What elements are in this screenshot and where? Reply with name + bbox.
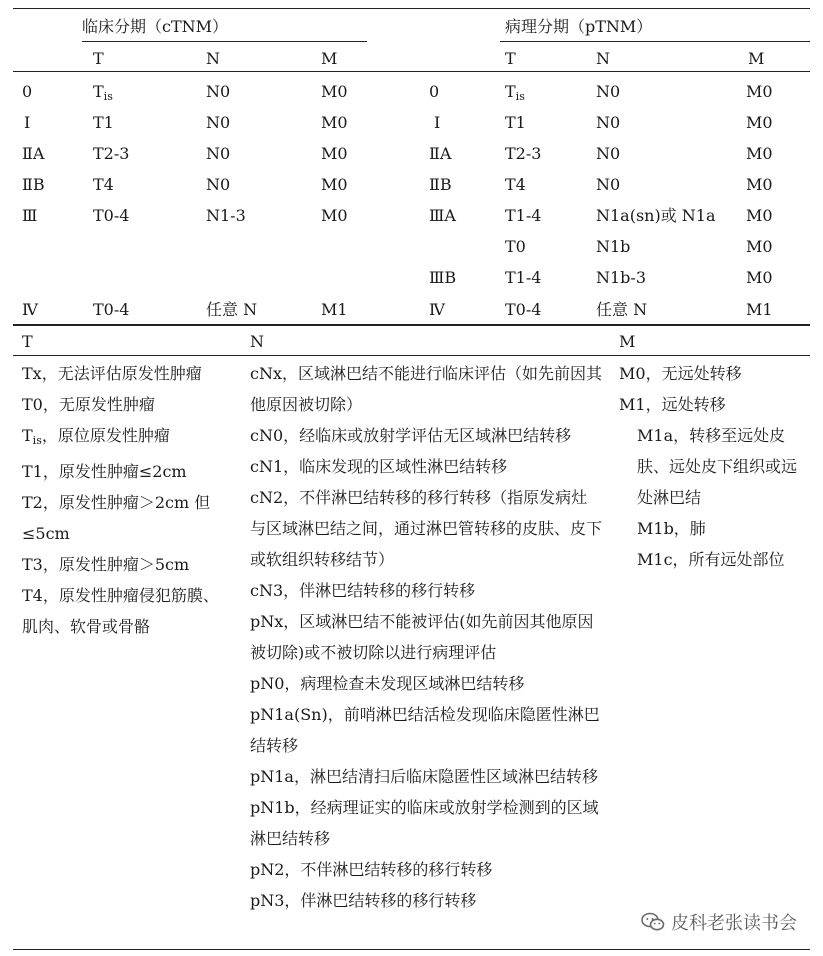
stage-cell: ⅡA — [22, 144, 45, 163]
stage-cell: ⅡB — [429, 175, 452, 194]
staging-bottom-rule — [13, 324, 810, 326]
stage-cell: ⅡB — [22, 175, 45, 194]
n-cell: N0 — [596, 113, 621, 132]
m-definitions — [619, 358, 809, 575]
stage-cell: 0 — [429, 82, 440, 101]
definitions-header-n: N — [250, 332, 264, 351]
n-definition: pN2，不伴淋巴结转移的移行转移 — [250, 860, 493, 879]
m-definition: M1b，肺 — [637, 519, 706, 538]
top-rule — [13, 8, 810, 9]
m-cell: M0 — [746, 113, 773, 132]
stage-cell: ⅢB — [429, 268, 457, 287]
n-definition: pN1a，淋巴结清扫后临床隐匿性区域淋巴结转移 — [250, 767, 598, 786]
n-cell: N0 — [206, 82, 231, 101]
t-definition: T0，无原发性肿瘤 — [22, 395, 155, 414]
definitions-header-m: M — [619, 332, 636, 351]
t-cell: T1 — [93, 113, 114, 132]
watermark — [641, 909, 797, 935]
definitions-bottom-rule — [13, 949, 810, 950]
m-cell: M1 — [746, 300, 773, 319]
definitions-header-rule — [13, 355, 810, 356]
m-cell: M0 — [321, 206, 348, 225]
n-cell: N0 — [206, 144, 231, 163]
t-definition: T1，原发性肿瘤≤2cm — [22, 462, 187, 481]
t-cell: T0-4 — [93, 300, 130, 319]
t-definitions — [22, 358, 234, 642]
column-header-rule — [13, 71, 810, 72]
t-cell: T0 — [505, 237, 526, 256]
m-cell: M0 — [321, 113, 348, 132]
pathological-staging-title: 病理分期（pTNM） — [505, 17, 653, 36]
t-cell: T1-4 — [505, 206, 542, 225]
m-cell: M0 — [746, 82, 773, 101]
n-definition: cN1，临床发现的区域性淋巴结转移 — [250, 457, 508, 476]
stage-cell: ⅢA — [429, 206, 456, 225]
stage-cell: ⅡA — [429, 144, 452, 163]
t-subscript: is — [32, 434, 42, 447]
n-definition: cN3，伴淋巴结转移的移行转移 — [250, 581, 476, 600]
t-cell: T4 — [93, 175, 114, 194]
clinical-title-rule — [82, 41, 367, 42]
n-cell: N1-3 — [206, 206, 246, 225]
t-subscript: is — [103, 90, 113, 103]
n-definition: pN1b，经病理证实的临床或放射学检测到的区域淋巴结转移 — [250, 798, 599, 848]
stage-cell: Ⅳ — [429, 300, 445, 319]
t-letter: T — [93, 82, 104, 101]
t-definition: Tx，无法评估原发性肿瘤 — [22, 364, 202, 383]
m-cell: M1 — [321, 300, 348, 319]
watermark-text: 皮科老张读书会 — [671, 913, 797, 934]
m-cell: M0 — [746, 237, 773, 256]
n-definitions — [250, 358, 602, 916]
n-definition: pN3，伴淋巴结转移的移行转移 — [250, 891, 477, 910]
n-definition: pN0，病理检查未发现区域淋巴结转移 — [250, 674, 525, 693]
stage-cell: Ⅰ — [434, 113, 441, 132]
n-cell: 任意 N — [596, 300, 648, 319]
clinical-col-n: N — [206, 49, 220, 68]
clinical-staging-title: 临床分期（cTNM） — [82, 17, 229, 36]
pathological-col-t: T — [505, 49, 516, 68]
t-cell: T2-3 — [93, 144, 130, 163]
n-cell: N1b-3 — [596, 268, 647, 287]
n-cell: N1a(sn)或 N1a — [596, 206, 716, 225]
wechat-icon — [641, 912, 665, 932]
stage-cell: Ⅲ — [22, 206, 38, 225]
m-definition: M0，无远处转移 — [619, 364, 742, 383]
t-definition: T2，原发性肿瘤＞2cm 但≤5cm — [22, 493, 211, 543]
t-cell — [505, 82, 525, 107]
m-cell: M0 — [321, 82, 348, 101]
t-cell: T0-4 — [93, 206, 130, 225]
t-cell: T4 — [505, 175, 526, 194]
n-definition: pN1a(Sn)，前哨淋巴结活检发现临床隐匿性淋巴结转移 — [250, 705, 600, 755]
t-definition — [22, 420, 234, 456]
t-cell: T2-3 — [505, 144, 542, 163]
n-cell: N0 — [206, 113, 231, 132]
pathological-col-m: M — [748, 49, 765, 68]
t-cell: T1-4 — [505, 268, 542, 287]
m-cell: M0 — [746, 268, 773, 287]
t-cell — [93, 82, 113, 107]
t-letter: T — [22, 426, 33, 445]
m-cell: M0 — [746, 144, 773, 163]
stage-cell: Ⅳ — [22, 300, 38, 319]
m-definition: M1a，转移至远处皮肤、远处皮下组织或远处淋巴结 — [637, 426, 798, 507]
pathological-col-n: N — [596, 49, 610, 68]
m-definition: M1c，所有远处部位 — [637, 550, 785, 569]
m-definition: M1，远处转移 — [619, 395, 726, 414]
t-definition: T3，原发性肿瘤＞5cm — [22, 555, 190, 574]
n-definition: pNx，区域淋巴结不能被评估(如先前因其他原因被切除)或不被切除以进行病理评估 — [250, 612, 594, 662]
n-definition: cN2，不伴淋巴结转移的移行转移（指原发病灶与区域淋巴结之间，通过淋巴管转移的皮肤、皮下或软组织转移结节） — [250, 488, 603, 569]
clinical-col-t: T — [93, 49, 104, 68]
t-cell: T0-4 — [505, 300, 542, 319]
t-definition: T4，原发性肿瘤侵犯筋膜、肌肉、软骨或骨骼 — [22, 586, 219, 636]
stage-cell: Ⅰ — [24, 113, 31, 132]
t-subscript: is — [515, 90, 525, 103]
m-cell: M0 — [746, 175, 773, 194]
t-definition-text: ，原位原发性肿瘤 — [41, 426, 170, 445]
n-cell: 任意 N — [206, 300, 258, 319]
t-cell: T1 — [505, 113, 526, 132]
n-cell: N0 — [596, 175, 621, 194]
m-cell: M0 — [746, 206, 773, 225]
m-cell: M0 — [321, 144, 348, 163]
clinical-col-m: M — [321, 49, 338, 68]
stage-cell: 0 — [22, 82, 33, 101]
n-cell: N1b — [596, 237, 631, 256]
m-cell: M0 — [321, 175, 348, 194]
n-cell: N0 — [206, 175, 231, 194]
definitions-header-t: T — [22, 332, 33, 351]
n-definition: cN0，经临床或放射学评估无区域淋巴结转移 — [250, 426, 572, 445]
n-definition: cNx，区域淋巴结不能进行临床评估（如先前因其他原因被切除） — [250, 364, 602, 414]
pathological-title-rule — [500, 41, 810, 42]
n-cell: N0 — [596, 144, 621, 163]
n-cell: N0 — [596, 82, 621, 101]
t-letter: T — [505, 82, 516, 101]
